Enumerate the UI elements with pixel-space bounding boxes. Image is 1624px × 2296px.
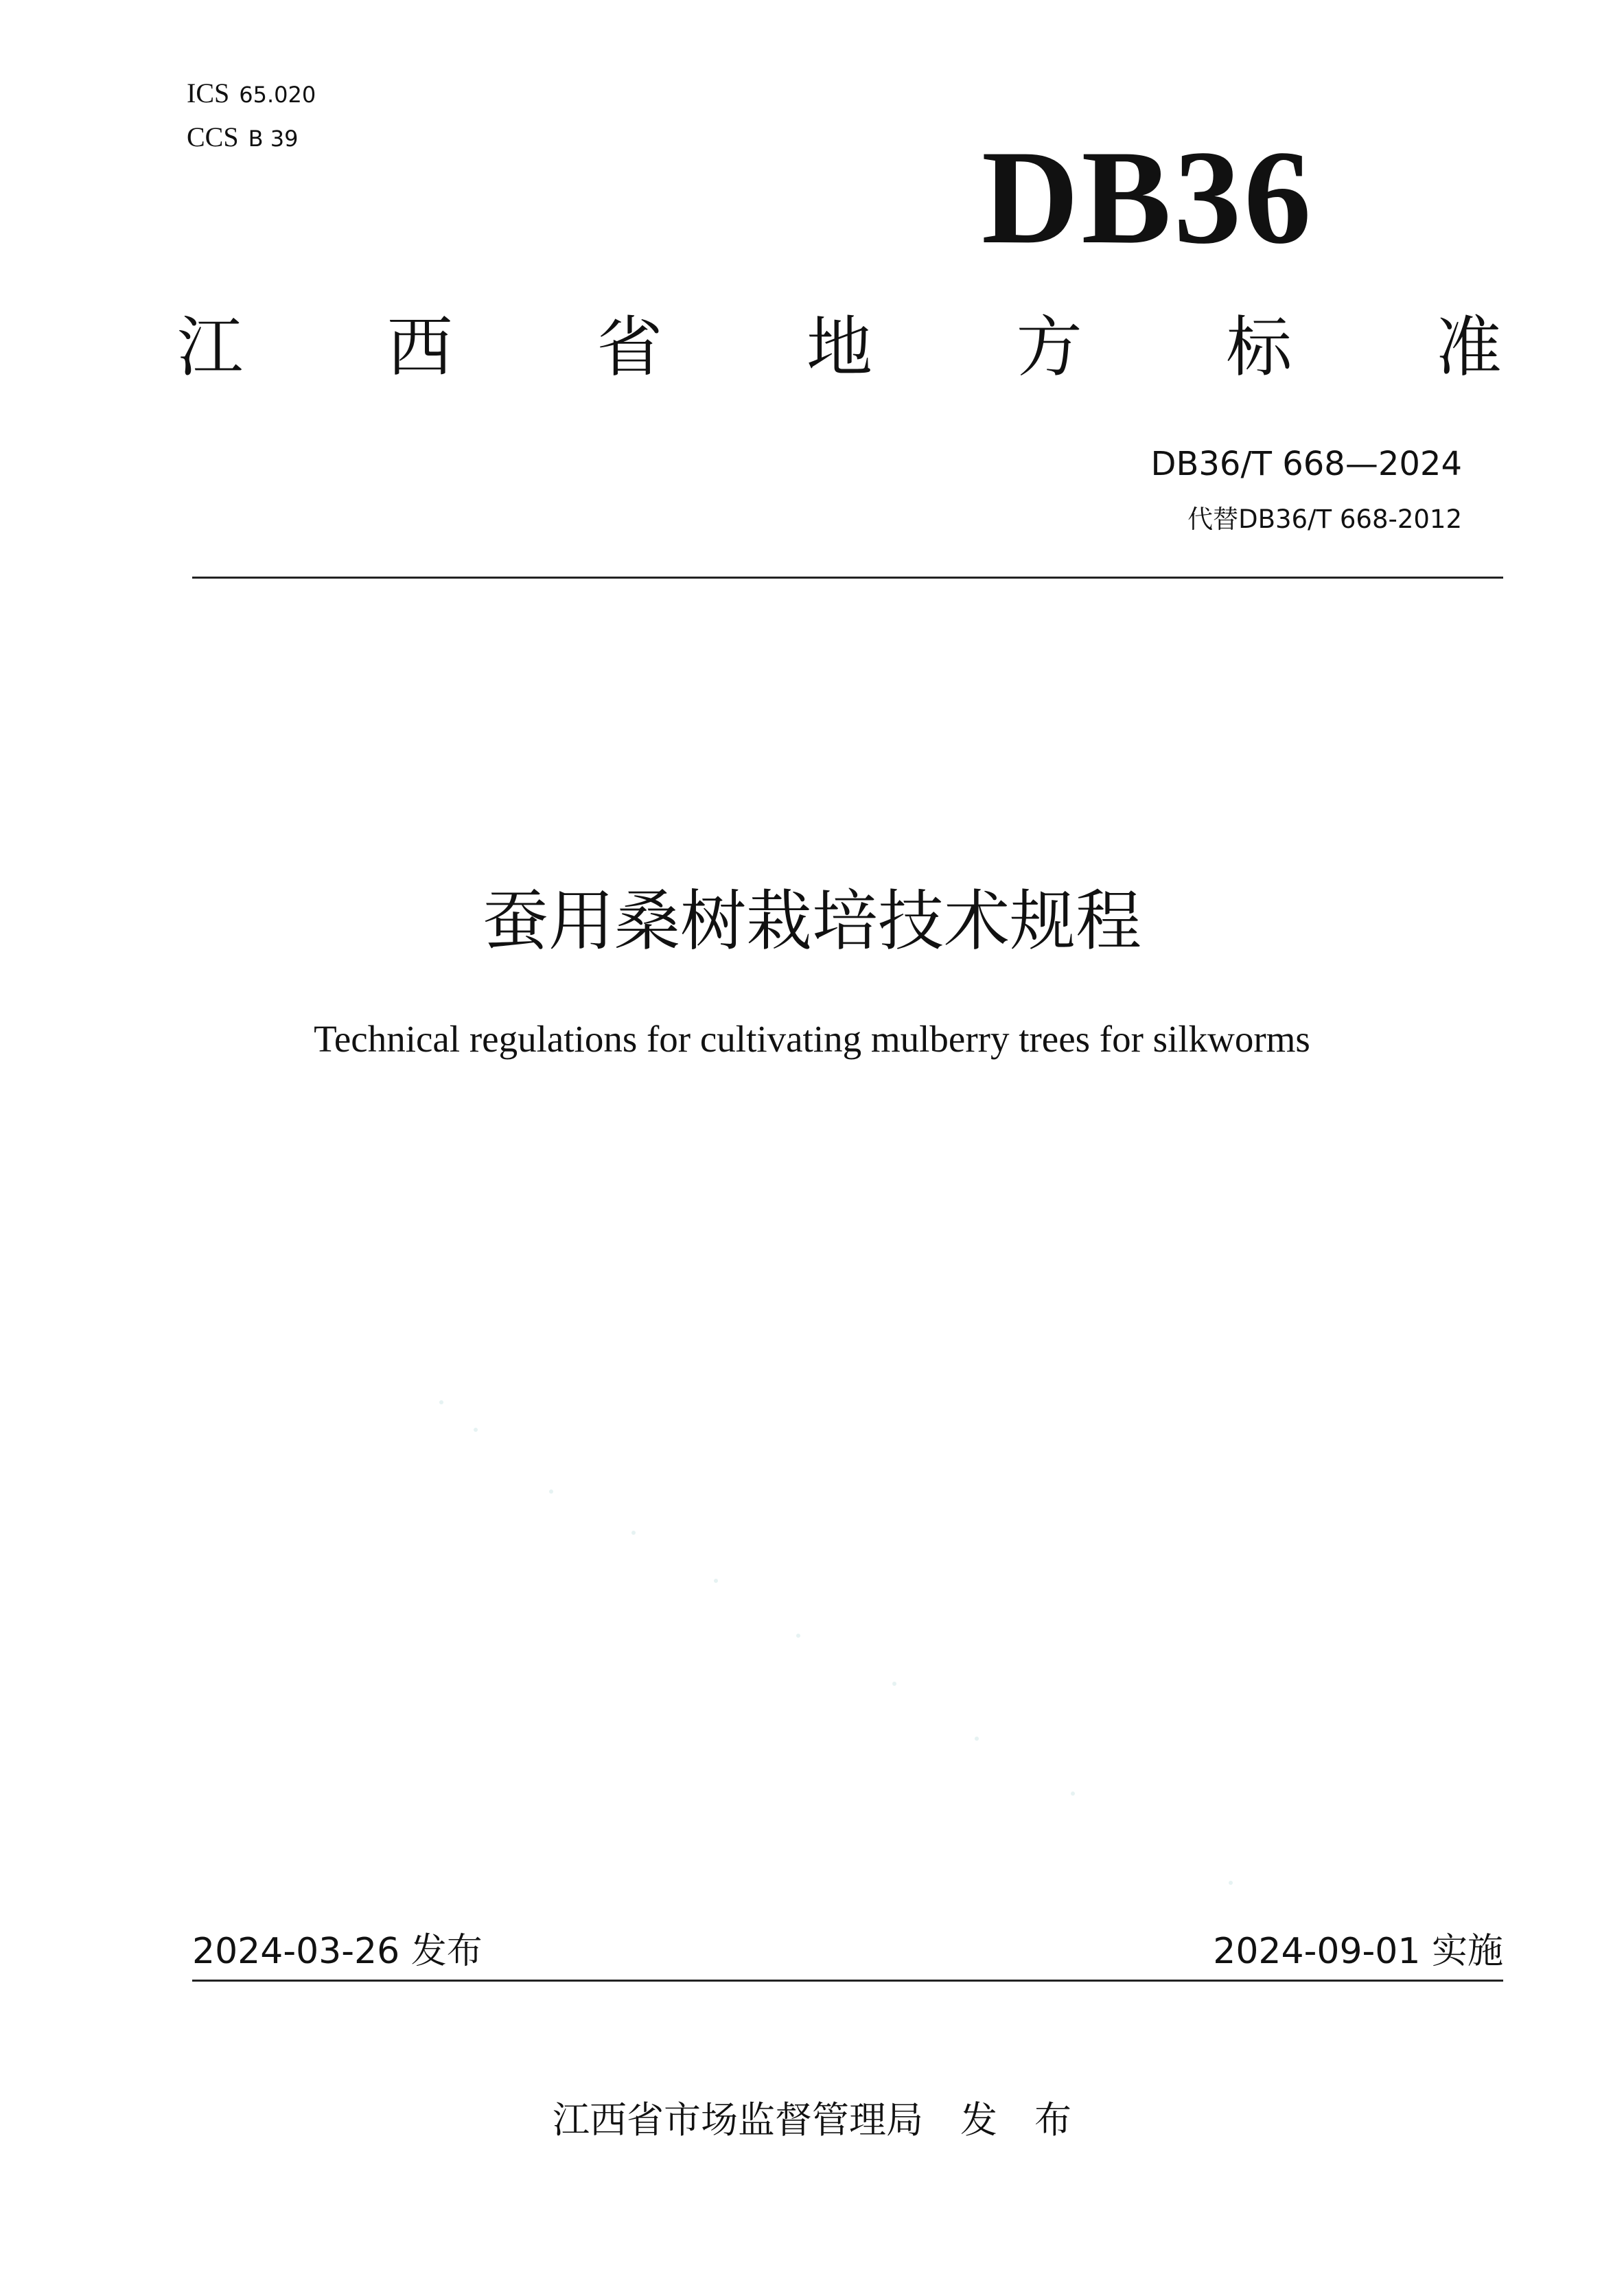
standard-type-char: 标: [1226, 309, 1292, 386]
ics-classification: [187, 77, 316, 109]
ccs-classification: [187, 121, 298, 153]
document-title-english: Technical regulations for cultivating mulberry trees for silkworms: [314, 1018, 1310, 1060]
standard-type-char: 西: [386, 309, 453, 386]
document-title-chinese: 蚕用桑树栽培技术规程: [483, 883, 1141, 960]
standard-number: DB36/T 668—2024: [1150, 445, 1462, 483]
db36-logo-mark: DB36: [982, 123, 1314, 272]
speckle: [796, 1634, 800, 1638]
speckle: [439, 1400, 443, 1404]
bottom-divider: [192, 1980, 1503, 1982]
speckle: [631, 1531, 636, 1535]
replaces-standard: 代替DB36/T 668-2012: [1187, 505, 1462, 534]
ccs-label: CCS: [187, 121, 239, 152]
speckle: [892, 1682, 896, 1686]
speckle: [549, 1489, 553, 1494]
standard-type-char: 江: [177, 309, 243, 386]
speckle: [714, 1579, 718, 1583]
standard-type-char: 地: [806, 309, 872, 386]
standard-type-char: 省: [596, 309, 663, 386]
standard-type-char: 准: [1435, 309, 1502, 386]
top-divider: [192, 577, 1503, 579]
speckle: [474, 1428, 478, 1432]
standard-type-char: 方: [1016, 309, 1082, 386]
speckle: [975, 1737, 979, 1741]
standard-type-heading: [177, 309, 1502, 386]
publisher: 江西省市场监督管理局 发 布: [553, 2098, 1071, 2142]
ccs-value: B 39: [248, 126, 299, 152]
issue-date: 2024-03-26 发布: [192, 1931, 483, 1972]
implementation-date: 2024-09-01 实施: [1213, 1931, 1503, 1972]
speckle: [1229, 1881, 1233, 1885]
ics-value: 65.020: [239, 82, 316, 108]
speckle: [1071, 1791, 1075, 1796]
ics-label: ICS: [187, 78, 230, 108]
